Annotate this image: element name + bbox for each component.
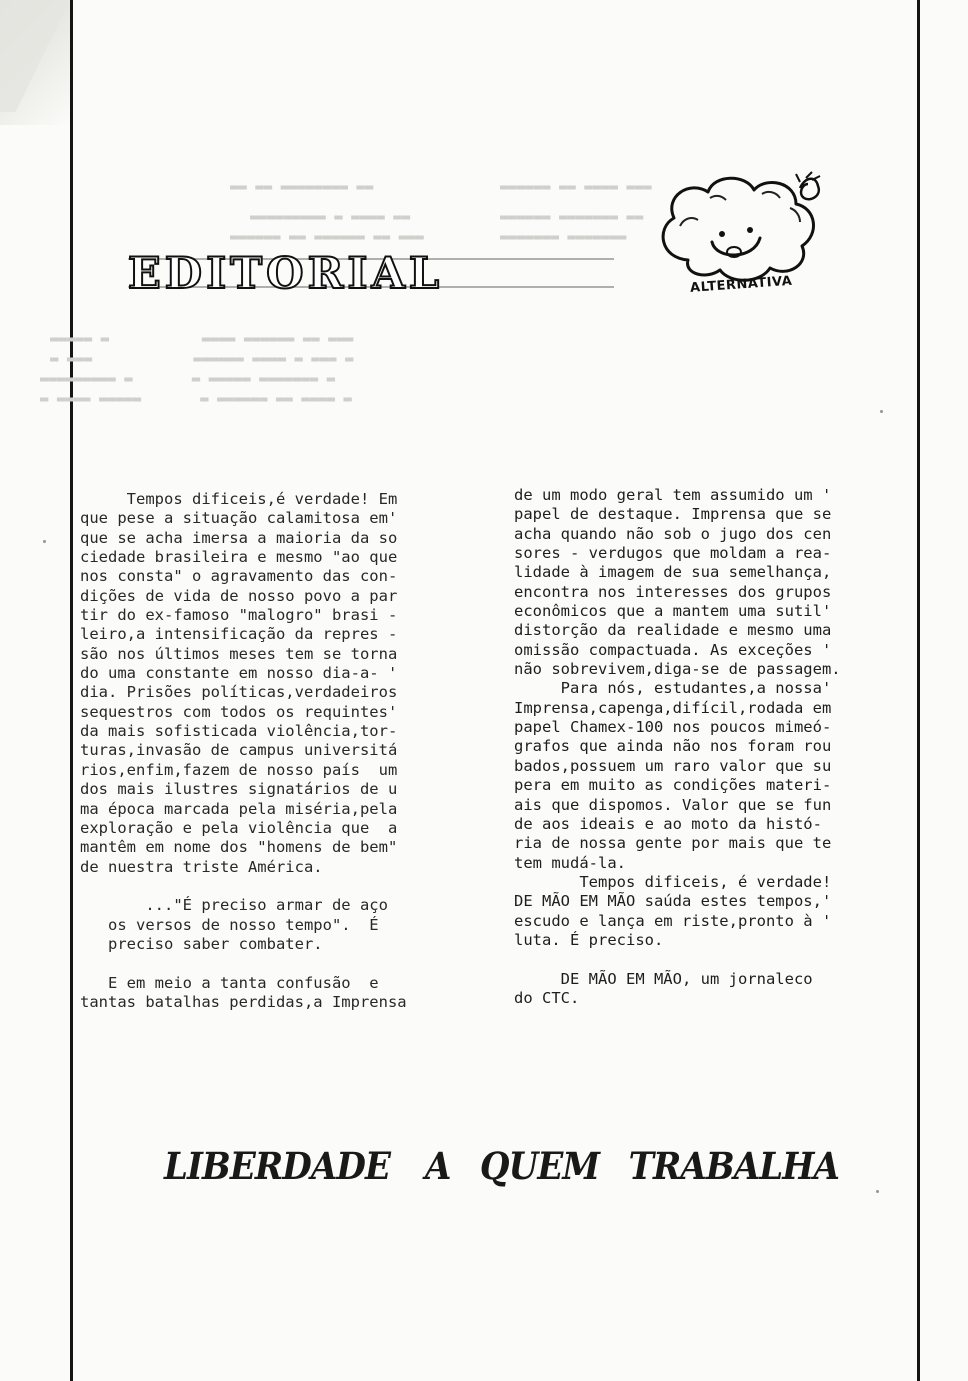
text-line: Tempos dificeis, é verdade! [514, 872, 832, 891]
text-line: são nos últimos meses tem se torna [80, 644, 398, 663]
text-line: de nuestra triste América. [80, 857, 323, 876]
text-line: E em meio a tanta confusão e [80, 973, 379, 992]
text-line: pera em muito as condições materi- [514, 776, 832, 795]
show-through-ghost: ▬▬▬▬▬▬▬▬▬ ▬ ▬ ▬▬▬▬▬ ▬▬▬▬▬▬▬ ▬ [40, 371, 336, 387]
text-line: ..."É preciso armar de aço [80, 896, 388, 915]
right-margin-rule [917, 0, 920, 1381]
text-line: encontra nos interesses dos grupos [514, 582, 832, 601]
text-line: distorção da realidade e mesmo uma [514, 621, 832, 640]
text-line: exploração e pela violência que a [80, 818, 398, 837]
text-line: de um modo geral tem assumido um ' [514, 486, 832, 504]
editorial-right-column [514, 486, 914, 1008]
text-line: preciso saber combater. [80, 934, 323, 953]
editorial-title: EDITORIAL [128, 249, 444, 299]
text-line: ciedade brasileira e mesmo "ao que [80, 548, 398, 567]
text-line: dos mais ilustres signatários de u [80, 780, 398, 799]
text-line [80, 954, 490, 973]
ink-speck [43, 540, 46, 543]
text-line: omissão compactuada. As exceções ' [514, 640, 832, 659]
text-line: nos consta" o agravamento das con- [80, 567, 398, 586]
show-through-ghost: ▬▬▬▬▬▬ ▬▬▬▬▬▬▬ ▬▬ [500, 209, 644, 225]
text-line: sores - verdugos que moldam a rea- [514, 544, 832, 563]
text-line: rios,enfim,fazem de nosso país um [80, 760, 398, 779]
show-through-ghost: ▬▬▬▬▬▬ ▬▬ ▬▬▬▬▬▬ ▬▬ ▬▬▬ [230, 229, 424, 245]
text-line: turas,invasão de campus universitá [80, 741, 398, 760]
text-line: acha quando não sob o jugo dos cen [514, 524, 832, 543]
text-line: não sobrevivem,diga-se de passagem. [514, 660, 841, 679]
text-line: dia. Prisões políticas,verdadeiros [80, 683, 398, 702]
text-line: papel Chamex-100 nos poucos mimeó- [514, 718, 832, 737]
text-line: de aos ideais e ao moto da histó- [514, 814, 822, 833]
slogan-word: A [424, 1144, 451, 1188]
text-line: ma época marcada pela miséria,pela [80, 799, 398, 818]
text-line: leiro,a intensificação da repres - [80, 625, 398, 644]
text-line: que se acha imersa a maioria da so [80, 528, 398, 547]
text-line [514, 950, 914, 969]
text-line: mantêm em nome dos "homens de bem" [80, 838, 398, 857]
footer-slogan [164, 1144, 839, 1188]
text-line: os versos de nosso tempo". É [80, 915, 379, 934]
show-through-ghost: ▬ ▬▬▬ ▬▬▬▬▬▬ ▬▬▬▬ ▬ ▬▬▬ ▬ [50, 351, 354, 367]
text-line: econômicos que a mantem uma sutil' [514, 602, 832, 621]
editorial-left-column [80, 490, 490, 1012]
text-line: papel de destaque. Imprensa que se [514, 505, 832, 524]
text-line: dições de vida de nosso povo a par [80, 586, 398, 605]
text-line: que pese a situação calamitosa em' [80, 509, 398, 528]
show-through-ghost: ▬▬▬▬▬ ▬ ▬▬▬▬ ▬▬▬▬▬▬ ▬▬ ▬▬▬ [50, 331, 354, 347]
text-line: ais que dispomos. Valor que se fun [514, 795, 832, 814]
show-through-ghost: ▬▬▬▬▬▬▬ ▬▬▬▬▬▬▬ [500, 229, 627, 245]
text-line: do CTC. [514, 988, 580, 1007]
slogan-word: LIBERDADE [164, 1144, 390, 1188]
text-line: grafos que ainda não nos foram rou [514, 737, 832, 756]
text-line: escudo e lança em riste,pronto à ' [514, 911, 832, 930]
slogan-word: TRABALHA [628, 1144, 839, 1188]
show-through-ghost: ▬ ▬▬▬▬ ▬▬▬▬▬ ▬ ▬▬▬▬▬▬ ▬▬ ▬▬▬▬ ▬ [40, 391, 352, 407]
text-line: Tempos dificeis,é verdade! Em [80, 490, 398, 508]
text-line: bados,possuem um raro valor que su [514, 756, 832, 775]
show-through-ghost: ▬▬▬▬▬▬ ▬▬ ▬▬▬▬ ▬▬▬ [500, 179, 652, 195]
text-line: lidade à imagem de sua semelhança, [514, 563, 832, 582]
text-line: sequestros com todos os requintes' [80, 702, 398, 721]
text-line: tem mudá-la. [514, 853, 626, 872]
text-line: ria de nossa gente por mais que te [514, 834, 832, 853]
text-line: da mais sofisticada violência,tor- [80, 722, 398, 741]
text-line: tir do ex-famoso "malogro" brasi - [80, 606, 398, 625]
slogan-word: QUEM [479, 1144, 600, 1188]
text-line [80, 877, 490, 896]
show-through-ghost: ▬▬▬▬▬▬▬▬▬ ▬ ▬▬▬▬ ▬▬ [250, 209, 411, 225]
text-line: do uma constante em nosso dia-a- ' [80, 664, 398, 683]
text-line: tantas batalhas perdidas,a Imprensa [80, 992, 407, 1011]
show-through-ghost: ▬▬ ▬▬ ▬▬▬▬▬▬▬▬ ▬▬ [230, 179, 374, 195]
text-line: DE MÃO EM MÃO saúda estes tempos,' [514, 892, 832, 911]
ink-speck [880, 410, 883, 413]
ink-speck [876, 1190, 879, 1193]
text-line: luta. É preciso. [514, 930, 664, 949]
mascot-label: ALTERNATIVA [689, 273, 793, 296]
left-margin-rule [70, 0, 73, 1381]
text-line: Para nós, estudantes,a nossa' [514, 679, 832, 698]
text-line: Imprensa,capenga,difícil,rodada em [514, 698, 832, 717]
text-line: DE MÃO EM MÃO, um jornaleco [514, 969, 813, 988]
